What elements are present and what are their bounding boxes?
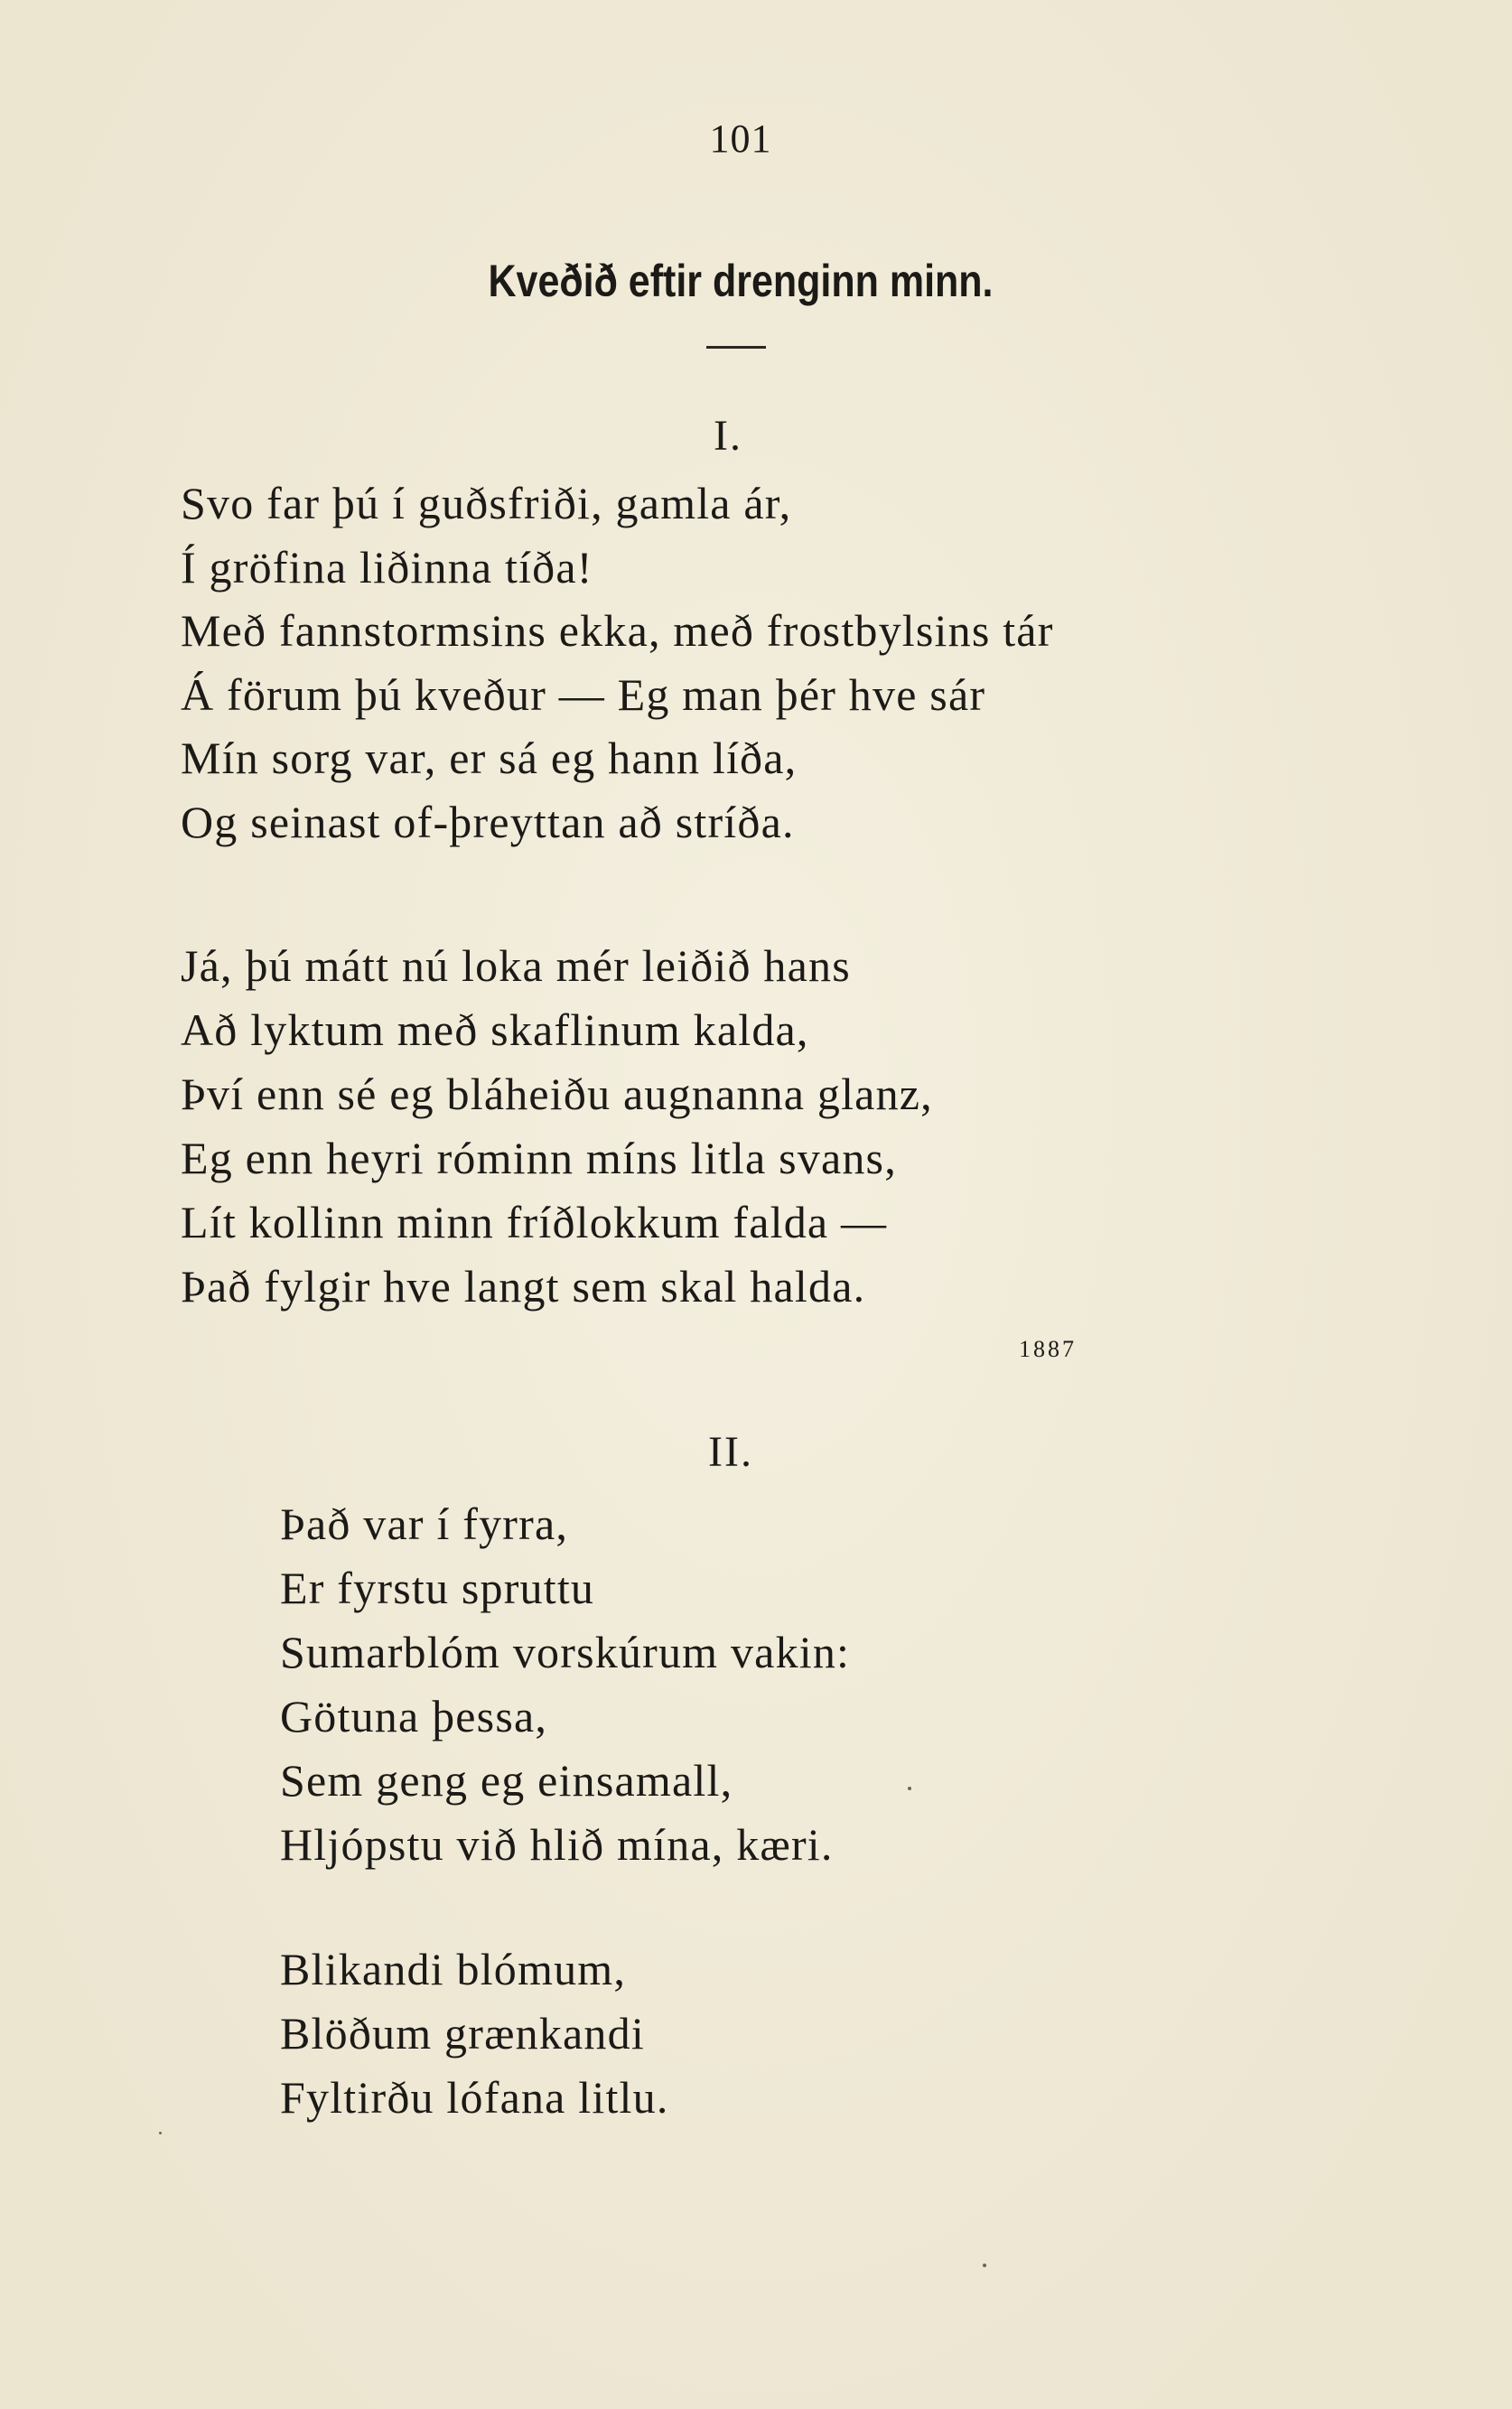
verse-line: Mín sorg var, er sá eg hann líða, xyxy=(181,733,798,783)
paper-speck xyxy=(983,2264,986,2267)
verse-line: Eg enn heyri róminn míns litla svans, xyxy=(181,1133,897,1183)
verse-line: Já, þú mátt nú loka mér leiðið hans xyxy=(181,940,851,991)
verse-line: Er fyrstu spruttu xyxy=(280,1563,595,1613)
verse-line: Sem geng eg einsamall, xyxy=(280,1755,733,1806)
section-numeral-1: I. xyxy=(714,412,742,460)
paper-speck xyxy=(908,1787,911,1790)
poem-title: Kveðið eftir drenginn minn. xyxy=(488,256,994,306)
verse-line: Á förum þú kveður — Eg man þér hve sár xyxy=(181,669,986,720)
verse-line: Blöðum grænkandi xyxy=(280,2008,645,2059)
verse-line: Það fylgir hve langt sem skal halda. xyxy=(181,1261,866,1312)
verse-line: Að lyktum með skaflinum kalda, xyxy=(181,1004,809,1055)
paper-speck xyxy=(159,2132,162,2134)
verse-line: Því enn sé eg bláheiðu augnanna glanz, xyxy=(181,1069,933,1119)
title-divider xyxy=(706,346,766,349)
verse-line: Og seinast of-þreyttan að stríða. xyxy=(181,797,795,847)
verse-line: Í gröfina liðinna tíða! xyxy=(181,542,593,593)
verse-line: Fyltirðu lófana litlu. xyxy=(280,2072,669,2123)
verse-line: Götuna þessa, xyxy=(280,1691,548,1741)
verse-line: Sumarblóm vorskúrum vakin: xyxy=(280,1627,851,1677)
verse-line: Með fannstormsins ekka, með frostbylsins tár xyxy=(181,605,1054,656)
verse-line: Svo far þú í guðsfriði, gamla ár, xyxy=(181,478,792,528)
section-numeral-2: II. xyxy=(708,1428,753,1476)
verse-line: Lít kollinn minn fríðlokkum falda — xyxy=(181,1197,888,1247)
verse-line: Það var í fyrra, xyxy=(280,1499,569,1549)
verse-line: Blikandi blómum, xyxy=(280,1944,627,1994)
verse-line: Hljópstu við hlið mína, kæri. xyxy=(280,1819,834,1870)
page-number: 101 xyxy=(709,117,772,161)
poem-date: 1887 xyxy=(1019,1336,1077,1362)
